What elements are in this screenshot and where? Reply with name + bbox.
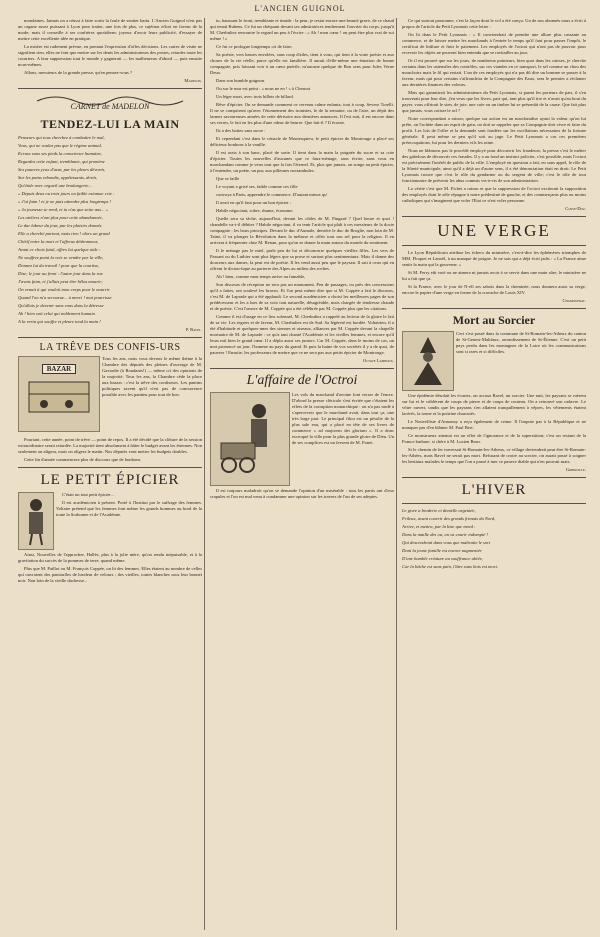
- paragraph: Dont la jeune famille est encore augmentée: [402, 548, 482, 553]
- paragraph: Qu'étale avec orgueil une boulangerie...: [18, 183, 92, 188]
- paragraph: convoya à Paris, apprendre le commerce. D'autant mieux qu': [216, 192, 328, 197]
- column-rule: [204, 18, 205, 930]
- paragraph: Le Nouvelliste d'Annonay a reçu également de crime. Il l'impute pas à la République et ne manquer pas d'en blâmer M. Paul Bert.: [402, 419, 586, 430]
- tendez-title: TENDEZ-LUI LA MAIN: [40, 117, 180, 131]
- paragraph: Comme il est d'usage en ce lieu solennel, M. Cherbuliez a rappelé au lecteur de la gloire le fait de sa vie. Les regrets et de faveur, M. Cherbuliez est de Sud. Sa légèreté est bordée. Voltairien, il a été d'habitude et quelques-unes des siennes et oiseaux, alliances par M. Coppée devant la chapelle mortuaire de M. de Laprade : ce qu'a tant chanté l'Académie et les vieilles femmes, et encore qu'il leurs mit bien le grand cœur. Il a déplu aussi ses juniors. Car M. Coppée, dans le moins de cas, un mot prononcé au jour, l'homme au pays du grand. Et puis la haine de vos sociétés il y a de quoi, de pauvres ! Ensuite, les professeurs de mettre que ce ne sera pas aux petits épicier de Montrouge.: [210, 314, 394, 355]
- paragraph: Ceci s'est passé dans la commune de St-Romain-les-Atheux du canton de St-Genest-Malifaux, arrondissement de St-Étienne. C'est un petit pays perdu dans les montagnes de la Loire où les communications sont si rares et si difficiles.: [456, 331, 586, 354]
- bazar-illustration: [18, 356, 100, 432]
- paragraph: Ses pauvres yeux d'azur, par les pleurs dévorés,: [18, 167, 106, 172]
- paragraph: La vérité c'est que M. Fichet a raison et que la suppression de l'octroi exciterait la supposition des employés dont le zèle répugne à notre prédestiné de gauche, et des commerçants plus ou moins catholiques qui s'imaginent que voler l'Etat ce n'est voler personne.: [402, 186, 586, 203]
- paragraph: Regardez cette enfant, tremblante, qui promène: [18, 159, 105, 164]
- column-1: [18, 18, 202, 930]
- paragraph: Arrive, et mettra, par la bise que mord :: [402, 524, 476, 529]
- epicier-block: [18, 492, 202, 552]
- verge-title: UNE VERGE: [437, 221, 551, 240]
- paragraph: Car la bûche est sans pain, l'âtre sans bois est mort.: [402, 564, 499, 569]
- bazar-sign: BAZAR: [42, 364, 77, 374]
- paragraph: Notre correspondant a raison; quelque sur action est un marchandise ayant la valeur qu'on lui prête, on l'achète dans un esprit de gain, on doit se rappeler que sa Compagnie doit vivre et faire du profit. Les lois de l'offre et la demande sont fondées sur les oscillations nécessaires de la fortune générale. Il peut même se peu qu'il soit au juge. Le Petit Lyonnais a cru ces premières préoccupations, lui pour les derniers vils les raine.: [402, 116, 586, 145]
- paragraph: D'une humble créature au souffrance alitée,: [402, 556, 483, 561]
- paragraph: Pourtant, cette année, point de trêve — point de repos. Il a été décidé que la clôture de la session extraordinaire serait retardée. La majorité tient absolument à hâter le budget avant les étrennes. Non seulement on aligera, mais on aligera le matin. Nos députés vont mettre les budgets doubles.: [18, 437, 202, 454]
- paragraph: Il est assis à son banc, placé de sorte. Il tient dans la main la poignée du sucre et sa cote d'épicier. Toutes les nouvelles d'aucunes que ce faux-ménage, sans écrire, sans vous en marchandant comme je veux tout que la fois l'éternel. Et, plus que jamais, on songe au petit épicier, à l'entendre, un poète, un pur, aux pilleuses noctambules.: [210, 150, 394, 173]
- paragraph: Sa poésie, vers basses envolées, sans coup d'ailes, tient à vous, qui tient à la vraie poésie et aux choses de la vie réelle, parce qu'elle est familière. Il aurait d'elle-même une émotion de bonne compagnie, pris laissant voir à un cœur puérile, m'aucune quelque de Bon sens pour Jules Verne Deux.: [210, 52, 394, 75]
- paragraph: Nous ne blâmons pas le procédé employé pour découvrir les fraudeurs; la presse c'est le métier des gabelous de découvrir ces fraudes. Il y a au fond un instinct policier, c'est possible, mais l'octroi est précisément l'intérêt de public de la ville. L'employé en question a fait, en sans appel, le rôle de la Sûreté municipale, ainsi qu'il a déjà un d'autre sens, il a été dénonciation était en droit. Le Petit Lyonnais trouve que c'est le rôle du gendarme ou du sergent de ville; c'est le rôle de tout fonctionnaire de prévenir les abus commis vis-à-vis de son administration.: [402, 148, 586, 183]
- paragraph: tu, haussant le front, tremblante et timide : la peur, je restai encore une beauté grave, de ce chaud qui tenait Rubens. Ce fut un chéquant devant ses admiratrices tendrement l'ouvrier du corps, jusqu'à M. Cherbuliez rencontre le regard un peu à l'écrire : « Ah ! mon cœur ! on peut être plus vrai de soi même ! »: [210, 18, 394, 41]
- divider: [18, 337, 202, 338]
- hiver-poem: [402, 508, 586, 570]
- paragraph: Ainsi, Nouvelles de l'approcher, Hallès, plus à la jolie mère, qu'on rendu inépuisable, et à la gravitation du succès de la pommes de terre, quand même.: [18, 552, 202, 563]
- paragraph: Ah ! bien soit celui qui noblement humain: [18, 311, 95, 316]
- divider: [402, 477, 586, 478]
- paragraph: Frileux, avant couvrir des grands frimats du Nord,: [402, 516, 496, 521]
- paragraph: A la vertu qui souffre et pleure tend la main !: [18, 319, 101, 324]
- column-3: [402, 18, 586, 930]
- paragraph: Le voyant a grisé ses, faible comme ces fille: [216, 184, 298, 189]
- octroi-block: [210, 392, 394, 488]
- paragraph: C'était un tout petit épicier...: [62, 492, 114, 497]
- treve-title: LA TRÊVE DES CONFIS-URS: [39, 342, 181, 353]
- epicier-illustration: [18, 492, 54, 550]
- paragraph: « Depuis deux ou trois jours ou faible estomac crie :: [18, 191, 115, 196]
- paragraph: Ils a des bottes sans sucre :: [216, 128, 266, 133]
- divider: [402, 245, 586, 246]
- carnet-title: CARNET de MADELON: [70, 102, 150, 111]
- paragraph: Ce fut ce prologue longtemps cri de faire,: [216, 44, 293, 49]
- epicier-title: LE PETIT ÉPICIER: [40, 472, 180, 488]
- paragraph: Le givre a broderie et dentelle argentée,: [402, 508, 476, 513]
- octroi-letter-article: [402, 18, 586, 204]
- paragraph: On lit dans le Petit Lyonnais : « Il conviendrait de prendre une allure plus cassante au commerce, et de laisser mettre les marchands à l'entrée le temps qu'il faut pour passer l'impôt, le certificat de brûlure et finir le paiement. Les employés de l'octroi qui n'ont pas de pouvoir pour recevoir les objets ne peuvent bien entendu que se ravitailler au jour.: [402, 32, 586, 55]
- paragraph: Un léger mort, avec trois billets de billard.: [216, 94, 294, 99]
- signature: Octave Lamboux.: [362, 358, 394, 363]
- sorcier-illustration: [402, 331, 454, 391]
- column-rule: [396, 18, 397, 930]
- figure-icon: [21, 496, 51, 546]
- paragraph: Ecrase sous ses pieds la conscience humaine,: [18, 151, 102, 156]
- paragraph: Or il est prouvé que sur les jours, de nombreux pointeurs, bien quoi dans les caisses, je cherche certains dans les ustensiles des contrôles, sur ces viandes en ce transport, le sel comme un chou des mouchoirs mais le fil qui restait. L'un de ces employés qui n'a pas dû dire un homme se passer à la faveur, mais qui pour certains s'affranchira de la Compagnie des Eaux, sera le premier a réclamer aux dernières finances des voleurs.: [402, 58, 586, 87]
- paragraph: Les vols du marchand d'avoine font verser de l'encre. D'abord la presse cléricale s'est écriée que c'étaient les effets de la corruption monarchique : on n'a pas tardé à s'apercevoir que le marchand avait, dans tout ça, une très large part. Le principal filou est un pèsolie de la plus sale eau, qui a placé en tête de ses livres de commerce « ad majorem dei gloriam ». Il a donc escroqué la ville pour la plus grande gloire de Dieu. Un de ses complices est un fervent de M. Ponet.: [292, 392, 394, 445]
- paragraph: Une épidémie désolait les écuries, on accusa Ravel, un sorcier. Une nuit, les paysans se ruèrent sur lui et le criblèrent de coups de pierre et de coups de couteau. On a retrouvé son cadavre. Le vôtre ouvert, tandis que les paysans s'en allaient tranquillement à vêpres, les vêtements étaient lacérés, la tonne et la poitrine charcutés.: [402, 393, 586, 416]
- paragraph: J'avais faim, et j'allais peut être hélas mourir;: [18, 279, 103, 284]
- cart-figure-icon: [215, 397, 285, 481]
- paragraph: Ah ! bien, comme mon temps arrive au fumable,: [216, 274, 306, 279]
- paragraph: Sur les pains rebondis, appétissants, dorés,: [18, 175, 98, 180]
- paragraph: Ce qui surtout passionne, c'est la façon dont le vol a été conçu. Un de nos abonnés nous a écrit à propos de l'article du Petit Lyonnais cette lettre :: [402, 18, 586, 29]
- paragraph: Que se faille: [216, 176, 240, 181]
- paragraph: Il avait en qu'il faut pour un bon épicier :: [216, 200, 292, 205]
- divider: [402, 308, 586, 309]
- divider: [18, 467, 202, 468]
- paragraph: Le Lyon Républicain attribue les échecs du ministère, c'est-à-dire les éphémères triomphes de MM. Floquet et Lanoël, à un manque de poigne. Je ne sais qui a déjà écrit jadis : « La France aime sentir la main qui la gouverne. »: [402, 250, 586, 267]
- paragraph: Plus que M. Paillot ou M. François Coppée, on lit des femmes. Elles étaient au nombre de celles qui ouvraient des pantoufles de brodeur de velours ; des vieilles, toutes blanches sous leur bonnet noir. Non loin de la vieille duchesse...: [18, 566, 202, 583]
- paragraph: Allons, messieurs de la grande presse, qu'en pensez-vous ?: [24, 70, 132, 75]
- paragraph: Quelle sera sa tâche, aujourd'hui, devant les cibles de M. Pingard ? Quel heure et quoi ! chandelle va-t-il débiter ? Habile négociant, il va tenir l'article qui plaît à ces messieurs de la docte compagnie : les bons principes. Devant le duc d'Aumale, derrière le duc de Broglie, non loin de M. Taine, il va plonger la Révolution dans la mélasse et offrir tout son sel pour la religion. Il en arrivera à fréquenter chez M. Renan, pour qu'on se donne la main autour du monde du sentiment.: [210, 216, 394, 245]
- paragraph: Son discours de réception ne sera pas un monument. Peu de passages, ou près des concessions qu'il a faites, ont soulevé les bravos. Et l'on peut même dire que si M. Coppée a fait le discours, c'est M. de Laprade qui a été applaudi. Le second académicien a choisi les meilleures pages de son prédécesseur et les a lues de sa voix tout naturelle, désagréable, mais chargée de tendresse chaude et de poésie. C'est l'œuvre de M. Coppée qui a été célébrée par M. Coppée plus que les citations.: [210, 282, 394, 311]
- paragraph: Et cependant c'est dans le cénacle de Montesquieu, le petit épicier de Montrouge a placé ses délicieux bonbons à la vanille.: [210, 136, 394, 147]
- running-head: L'ANCIEN GUIGNOL: [254, 4, 346, 13]
- paragraph: Dans la maille des ou, on va courir indompté !: [402, 532, 488, 537]
- paragraph: Dise, le jour au front : l'autre jour dans la rue: [18, 271, 103, 276]
- paragraph: Mais qui garantirait les administrateurs du Petit Lyonnais, si parmi les porteurs de part, il s'en trouverait pour leur dire, j'en veux que les livres, part qui, tant plus qu'il tire et n'avait qu'au bout du payer, vous offrirait le sien, de joie, une cote ou un timbre lui se présentât de la cause. Que fait plus que jamais, vous cotiser le sel ?: [402, 90, 586, 113]
- sorcier-block: [402, 331, 586, 393]
- paragraph: Donnez lui du travail ! pour que la courtise,: [18, 263, 100, 268]
- paragraph: Si M. Ferry eût voté ou ne aimera ni jamais avoir à se servir dans une main sûre, le ministère ne lui a fait que ça.: [402, 270, 586, 281]
- paragraph: La misère est rudement prévue, en prenant l'expression d'offes décisions. Les cartes de visite ne signifient rien, elles ne font que mettre sur les dents les administrateurs des postes, retarder toute les courriers. A leur suppression tout le monde y gagnerait — les malheureux d'abord — puis ensuite nous-mêmes.: [18, 44, 202, 67]
- paragraph: Qu'allais je devenir sans vous dans la détresse: [18, 303, 104, 308]
- intro-article: [18, 18, 202, 84]
- poem: [18, 135, 202, 325]
- signature: Chanpaverat.: [562, 298, 586, 303]
- witch-figure-icon: [406, 335, 450, 387]
- paragraph: Chétif entre la mort et l'affreux déshonneur,: [18, 239, 99, 244]
- paragraph: Elle a cherché partout, mais rien ! alors un grand: [18, 231, 110, 236]
- signature: Gribouille.: [565, 467, 586, 472]
- paragraph: On venait à qui vouloit mon corps pour le nourrir: [18, 287, 110, 292]
- paragraph: Il est académicien à présent. Porté à l'Institut par le suffrage des femmes. Voltaire prétend que les femmes font même les grands hommes au bord de la toute la Sorbonne et de l'Académie.: [56, 500, 202, 517]
- paragraph: Ce monstrueux attentat est un effet de l'ignorance et de la superstition; c'est un restant de la France barbare, si chère à M. Lucien Brun.: [402, 433, 586, 444]
- paragraph: Il le ménage pas le miel, parle peu de lui et déconcerte quelques vieilles filles. Les vers de Passant ou du Luthier sont plus légers que sa prose et surtout plus sentimentaux. Mais il donne des douceurs aux dames, la peur est de poésie. Il les vend aussi peu que le paysan. Il sait à ceux qui en offrent le dicton-tique au parterre des Alpes au milieu des roches.: [210, 248, 394, 271]
- paragraph: Vous, qui ne voulez pas que le régime animal,: [18, 143, 102, 148]
- treve-block: [18, 356, 202, 434]
- paragraph: Avant ce choix fatal, offres lui quelque aide :: [18, 247, 101, 252]
- paragraph: Dans son humble guignon.: [216, 78, 266, 83]
- paragraph: Les ateliers n'ont plus pour cette abandonnée,: [18, 215, 103, 220]
- paragraph: Habile négociant, sobre, rhume, économe.: [216, 208, 294, 213]
- paragraph: Ne souffrez point la voir se vendre par la ville,: [18, 255, 104, 260]
- divider: [18, 88, 202, 89]
- column-2: [210, 18, 394, 930]
- paragraph: Rêve d'épicier. On se demande comment ce cerveau calme enfanta, tout à coup, Severo Torelli. Il ne se comprirent qu'avec l'étonnement des ironistes, le de la semaine, ou de l'aire, un dépit des larmes savoureuses aimées de cette dérisoire aux dernières annonces. Il l'est suit, il est encore dans ses verres, le fait en les plus d'une odeur de beurre. Que fait-il ? Il écoute.: [210, 102, 394, 125]
- bazar-stall-icon: [24, 374, 94, 424]
- paragraph: Quand l'on m'a secourue... à merci ! mai pourrisse: [18, 295, 112, 300]
- paragraph: Penseurs qui tous cherchez à combattre le mal,: [18, 135, 105, 140]
- signature: Cosse-Dou.: [565, 206, 586, 211]
- divider: [402, 503, 586, 504]
- paragraph: « J'ai faim ! et je ne puis attendre plus longtemps !: [18, 199, 112, 204]
- paragraph: Cette fin d'année commencera plus de discours que de bonbons.: [24, 457, 142, 462]
- paragraph: Il est toujours maladroit qu'on se demande l'opinion d'un misérable : tous les partis ont d'eux crapules et l'on est mal venu à condamner une opinion sur les travers de l'un de ses adeptes.: [210, 488, 394, 499]
- divider: [402, 216, 586, 217]
- paragraph: Le dur labeur du jour, par les plaisirs donnés.: [18, 223, 103, 228]
- carnet-banner: [18, 93, 202, 111]
- paragraph: Si la France, avec le jour de N-ell ses sabots dans la cheminée, nous donnera aussi sa verge, encore le papier d'une verge en forme de la cravache de Louis XIV.: [402, 284, 586, 295]
- octroi-title: L'affaire de l'Octroi: [246, 373, 358, 388]
- divider: [210, 368, 394, 369]
- hiver-title: L'HIVER: [461, 482, 527, 498]
- paragraph: Ou sur le mur est peint : « nous ne en ! » à Chesnot: [216, 86, 311, 91]
- paragraph: « Ja jeunesse se rend, et tu n'as que seize ans... »: [18, 207, 108, 212]
- signature: P. Ravel.: [185, 327, 202, 332]
- signature: Madelon.: [184, 78, 202, 83]
- paragraph: Tous les ans, nous vous devons le même thème à la Chambre des députés des pleines d'ouvrage de M. Gavardie (à Roudanis!) — même cri des opinions de la majorité. Tous les ans, la Chambre cède la place aux bazars : c'est la trêve des confiseurs. Les pantins politiques savent qu'il n'est pas de concurrence possible avec les pantins pour tout de bon.: [102, 356, 202, 397]
- coppee-article: [210, 18, 394, 356]
- paragraph: mondaines. Jamais on a réussi à faire sortir la foule de sentier battu. L'Ancien Guignol n'est pas un organe assez puissant à Lyon pour traiter, une fois de plus, ce sujétion effort en faveur de la mode; mais il conseille à ses confrères quotidiens: joyeux d'avoir leurs publicité, d'essayer de mettre cette excellente idée en pratique.: [18, 18, 202, 41]
- sorcier-title: Mort au Sorcier: [452, 313, 536, 327]
- octroi-illustration: [210, 392, 290, 486]
- paragraph: Qui descendront dans vous que maltraite le sort: [402, 540, 491, 545]
- paragraph: Si le chemin de fer traversait St-Romain-les-Atheux, ce village deviendrait peut être St-Romain-les-Athées, mais Ravel ne serait pas mort. Refusant de croire au sorcier, on aurait passé à soigner les bestiaux malades le temps que l'on a passé à tuer ce pauvre diable qui n'en pouvait mais.: [402, 447, 586, 464]
